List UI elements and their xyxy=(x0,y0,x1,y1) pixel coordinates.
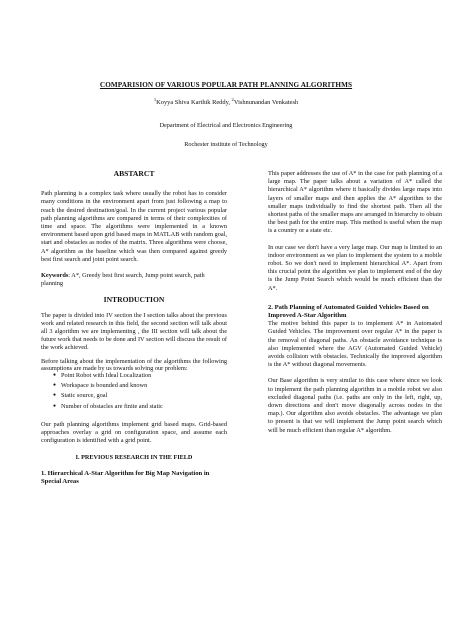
list-item-text: Number of obstacles are finite and static xyxy=(61,402,163,410)
list-item xyxy=(53,382,227,390)
author2-sup: 2 xyxy=(231,97,234,102)
intro-paragraph-2: Before talking about the implementation of the algorithms the following assumptions are made by us towards solving our problem: xyxy=(41,357,227,372)
right-paragraph-2: In our case we don't have a very large map. Our map is limited to an indoor environment as we plan to implement the system to a mobile robot. So we don't need to implement hierarchical A*. Apart from this crucial point the algorithm we plan to implement end of the day is the Jump Point Search which would be much efficient than the A*. xyxy=(268,243,442,292)
abstract-text: Path planning is a complex task where usually the robot has to consider many conditions in the environment apart from just following a map to reach the desired destination/goal. In the current project various popular path planning algorithms are compared in terms of their complexities of time and space. The algorithms were implemented in a known environment based upon grid based maps in MATLAB with random goal, start and obstacles as nodes of the matrix. Three algorithms were choose, A* algorithm as the baseline which was then compared against greedy best first search and joint point search. xyxy=(41,190,227,263)
subsection-2-heading: 2. Path Planning of Automated Guided Vehicles Based on Improved A-Star Algorithm xyxy=(268,303,429,320)
keywords xyxy=(41,272,227,288)
keywords-label: Keywords xyxy=(41,272,69,280)
bullet-icon: ● xyxy=(53,403,57,409)
bullet-icon: ● xyxy=(53,383,57,389)
list-item-text: Static source, goal xyxy=(61,392,108,400)
department: Department of Electrical and Electronics Engineering xyxy=(159,122,293,129)
bullet-icon: ● xyxy=(53,393,57,399)
bullet-icon: ● xyxy=(53,373,57,379)
abstract-heading: ABSTARCT xyxy=(113,169,155,178)
paper-title: COMPARISION OF VARIOUS POPULAR PATH PLANNING ALGORITHMS xyxy=(99,81,353,89)
list-item xyxy=(53,372,227,380)
intro-paragraph-1: The paper is divided into IV section the I section talks about the previous work and related research in this field, the second section will talk about all 3 algorithm we are implementing , the III section will talk about the future work that needs to be done and IV section will discuss the result of the work achieved. xyxy=(41,311,227,352)
right-paragraph-4: Our Base algorithm is very similar to this case where since we look to implement the path planning algorithm in a mobile robot we also excluded diagonal paths (i.e. paths are only in the left, right, up, down directions and don't move diagonally across nodes in the map.). Our algorithm also avoids obstacles. The advantage we plan to present is that we will implement the Jump point search which will be much efficient than regular A* algorithm. xyxy=(268,377,442,434)
left-column xyxy=(41,170,227,486)
right-paragraph-1: This paper addresses the use of A* in the case for path planning of a large map. The paper talks about a variation of A* called the hierarchical A* algorithm where it basically divides large maps into layers of smaller maps and then applies the A* algorithm to the smaller maps individually to find the shortest path. Then all the shortest paths of the smaller maps are arranged in hierarchy to obtain the best path for the entire map. This method is useful when the map is a country or a state etc. xyxy=(268,170,442,235)
author1-sup: 1 xyxy=(153,97,157,102)
right-paragraph-3: The motive behind this paper is to implement A* in Automated Guided Vehicles. The improvement over regular A* in the paper is the removal of diagonal paths. An obstacle avoidance technique is also implemented where the AGV (Automated Guided Vehicle) avoids collision with obstacles. Technically the improved algorithm is the A* without diagonal movements. xyxy=(268,320,442,369)
assumptions-list xyxy=(41,372,227,411)
institute: Rochester institute of Technology xyxy=(184,141,268,148)
subsection-1-heading: 1. Hierarchical A-Star Algorithm for Big Map Navigation in Special Areas xyxy=(41,469,210,485)
introduction-heading: INTRODUCTION xyxy=(103,295,165,305)
author-line xyxy=(0,97,452,106)
keywords-text: : A*, Greedy best first search, Jump point search, path planning xyxy=(41,272,205,288)
author1-name: Koyya Shiva Karthik Reddy, xyxy=(156,99,232,107)
section-1-heading: I. PREVIOUS RESEARCH IN THE FIELD xyxy=(75,454,193,462)
right-column xyxy=(268,170,442,435)
list-item xyxy=(53,392,227,400)
list-item-text: Workspace is bounded and known xyxy=(61,382,148,390)
intro-paragraph-3: Our path planning algorithms implement grid based maps. Grid-based approaches overlay a grid on configuration space, and assume each configuration is identified with a grid point. xyxy=(41,420,227,445)
list-item-text: Point Robot with Ideal Localization xyxy=(61,372,152,380)
list-item xyxy=(53,403,227,411)
author2-name: Vishnunandan Venkatesh xyxy=(233,99,299,107)
